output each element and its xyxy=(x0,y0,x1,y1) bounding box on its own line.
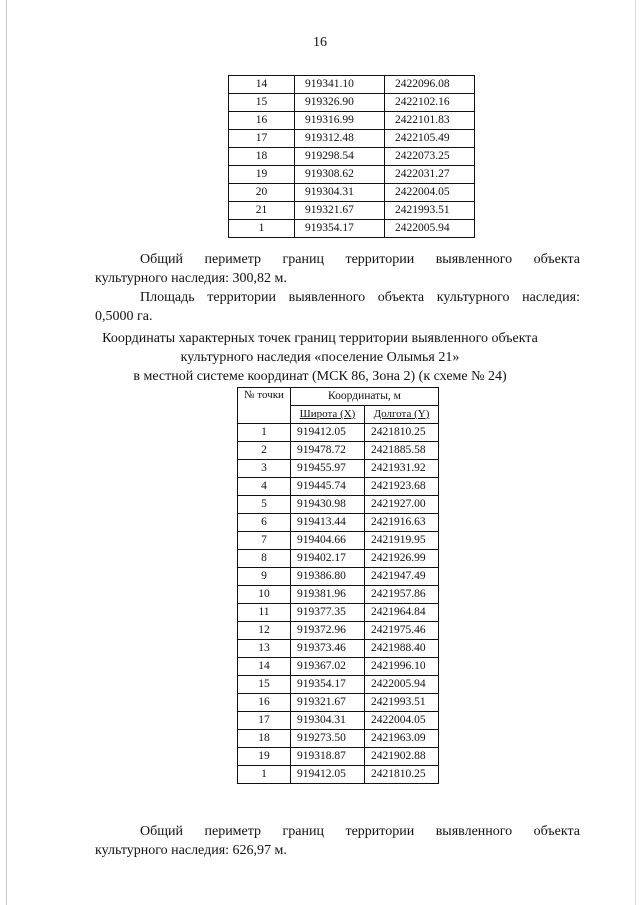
table-row xyxy=(229,184,475,202)
perimeter-1-line2: культурного наследия: 300,82 м. xyxy=(95,271,287,286)
point-number-cell: 3 xyxy=(238,460,291,478)
point-number-cell: 1 xyxy=(238,766,291,784)
longitude-cell: 2421993.51 xyxy=(385,202,475,220)
table-row xyxy=(238,496,439,514)
table-row xyxy=(238,622,439,640)
table-row xyxy=(238,712,439,730)
latitude-cell: 919373.46 xyxy=(291,640,365,658)
table-row xyxy=(238,694,439,712)
latitude-cell: 919372.96 xyxy=(291,622,365,640)
longitude-cell: 2421810.25 xyxy=(365,424,439,442)
page-number: 16 xyxy=(313,35,327,50)
table-row xyxy=(229,94,475,112)
latitude-cell: 919341.10 xyxy=(295,76,385,94)
table-row xyxy=(238,658,439,676)
area-1-line2: 0,5000 га. xyxy=(95,309,153,324)
latitude-cell: 919402.17 xyxy=(291,550,365,568)
header-coordinates: Координаты, м xyxy=(291,388,439,406)
point-number-cell: 17 xyxy=(229,130,295,148)
point-number-cell: 15 xyxy=(229,94,295,112)
table-row xyxy=(238,550,439,568)
point-number-cell: 6 xyxy=(238,514,291,532)
point-number-cell: 11 xyxy=(238,604,291,622)
table-row xyxy=(229,220,475,238)
point-number-cell: 8 xyxy=(238,550,291,568)
table-row xyxy=(238,730,439,748)
point-number-cell: 1 xyxy=(229,220,295,238)
point-number-cell: 4 xyxy=(238,478,291,496)
latitude-cell: 919413.44 xyxy=(291,514,365,532)
table-row xyxy=(238,766,439,784)
page-edge-left xyxy=(6,0,7,905)
latitude-cell: 919273.50 xyxy=(291,730,365,748)
latitude-cell: 919354.17 xyxy=(295,220,385,238)
latitude-cell: 919312.48 xyxy=(295,130,385,148)
point-number-cell: 17 xyxy=(238,712,291,730)
table-row xyxy=(238,676,439,694)
heading-2-line2: культурного наследия «поселение Олымья 21» xyxy=(180,350,460,365)
longitude-cell: 2422005.94 xyxy=(365,676,439,694)
longitude-cell: 2421927.00 xyxy=(365,496,439,514)
point-number-cell: 19 xyxy=(238,748,291,766)
table-row xyxy=(238,442,439,460)
coordinates-table-continued xyxy=(228,75,475,238)
longitude-cell: 2421988.40 xyxy=(365,640,439,658)
latitude-cell: 919377.35 xyxy=(291,604,365,622)
longitude-cell: 2421926.99 xyxy=(365,550,439,568)
longitude-cell: 2421993.51 xyxy=(365,694,439,712)
latitude-cell: 919367.02 xyxy=(291,658,365,676)
latitude-cell: 919304.31 xyxy=(295,184,385,202)
point-number-cell: 18 xyxy=(229,148,295,166)
latitude-cell: 919316.99 xyxy=(295,112,385,130)
latitude-cell: 919354.17 xyxy=(291,676,365,694)
perimeter-1-line1: Общий периметр границ территории выявленного объекта xyxy=(140,252,580,267)
point-number-cell: 18 xyxy=(238,730,291,748)
heading-2-line3: в местной системе координат (МСК 86, Зона 2) (к схеме № 24) xyxy=(133,369,507,384)
table-row xyxy=(238,640,439,658)
latitude-cell: 919404.66 xyxy=(291,532,365,550)
latitude-cell: 919412.05 xyxy=(291,766,365,784)
point-number-cell: 15 xyxy=(238,676,291,694)
table2-body xyxy=(238,424,439,784)
table-row xyxy=(238,604,439,622)
point-number-cell: 16 xyxy=(229,112,295,130)
latitude-cell: 919321.67 xyxy=(295,202,385,220)
table-row xyxy=(238,568,439,586)
point-number-cell: 9 xyxy=(238,568,291,586)
longitude-cell: 2421947.49 xyxy=(365,568,439,586)
longitude-cell: 2422005.94 xyxy=(385,220,475,238)
header-latitude: Широта (X) xyxy=(291,406,365,424)
point-number-cell: 2 xyxy=(238,442,291,460)
header-longitude: Долгота (Y) xyxy=(365,406,439,424)
point-number-cell: 7 xyxy=(238,532,291,550)
table-row xyxy=(238,424,439,442)
latitude-cell: 919386.80 xyxy=(291,568,365,586)
latitude-cell: 919298.54 xyxy=(295,148,385,166)
table-row xyxy=(238,748,439,766)
point-number-cell: 20 xyxy=(229,184,295,202)
point-number-cell: 12 xyxy=(238,622,291,640)
point-number-cell: 1 xyxy=(238,424,291,442)
longitude-cell: 2422096.08 xyxy=(385,76,475,94)
area-1-line1: Площадь территории выявленного объекта культурного наследия: xyxy=(140,290,580,305)
longitude-cell: 2422004.05 xyxy=(365,712,439,730)
table-row xyxy=(229,76,475,94)
latitude-cell: 919326.90 xyxy=(295,94,385,112)
table-row xyxy=(238,586,439,604)
longitude-cell: 2422102.16 xyxy=(385,94,475,112)
point-number-cell: 13 xyxy=(238,640,291,658)
latitude-cell: 919321.67 xyxy=(291,694,365,712)
longitude-cell: 2421964.84 xyxy=(365,604,439,622)
latitude-cell: 919308.62 xyxy=(295,166,385,184)
table-row xyxy=(238,460,439,478)
longitude-cell: 2421957.86 xyxy=(365,586,439,604)
longitude-cell: 2422031.27 xyxy=(385,166,475,184)
point-number-cell: 16 xyxy=(238,694,291,712)
point-number-cell: 14 xyxy=(238,658,291,676)
longitude-cell: 2421902.88 xyxy=(365,748,439,766)
table-row xyxy=(229,202,475,220)
table2-header xyxy=(238,388,439,424)
point-number-cell: 19 xyxy=(229,166,295,184)
table-row xyxy=(229,166,475,184)
table1-body xyxy=(229,76,475,238)
latitude-cell: 919381.96 xyxy=(291,586,365,604)
point-number-cell: 21 xyxy=(229,202,295,220)
latitude-cell: 919318.87 xyxy=(291,748,365,766)
latitude-cell: 919412.05 xyxy=(291,424,365,442)
longitude-cell: 2421810.25 xyxy=(365,766,439,784)
table-row xyxy=(229,148,475,166)
latitude-cell: 919478.72 xyxy=(291,442,365,460)
latitude-cell: 919445.74 xyxy=(291,478,365,496)
table-row xyxy=(238,532,439,550)
header-point-number: № точки xyxy=(238,388,291,424)
longitude-cell: 2422105.49 xyxy=(385,130,475,148)
table-row xyxy=(229,112,475,130)
longitude-cell: 2421923.68 xyxy=(365,478,439,496)
perimeter-2-line1: Общий периметр границ территории выявленного объекта xyxy=(140,824,580,839)
longitude-cell: 2421931.92 xyxy=(365,460,439,478)
coordinates-table-olymya-21 xyxy=(237,387,439,784)
longitude-cell: 2421975.46 xyxy=(365,622,439,640)
longitude-cell: 2421996.10 xyxy=(365,658,439,676)
page-edge-right xyxy=(635,0,636,905)
longitude-cell: 2421885.58 xyxy=(365,442,439,460)
longitude-cell: 2422101.83 xyxy=(385,112,475,130)
table-row xyxy=(238,478,439,496)
point-number-cell: 14 xyxy=(229,76,295,94)
point-number-cell: 10 xyxy=(238,586,291,604)
latitude-cell: 919455.97 xyxy=(291,460,365,478)
latitude-cell: 919430.98 xyxy=(291,496,365,514)
heading-2-line1: Координаты характерных точек границ территории выявленного объекта xyxy=(102,331,538,346)
longitude-cell: 2421963.09 xyxy=(365,730,439,748)
longitude-cell: 2422004.05 xyxy=(385,184,475,202)
point-number-cell: 5 xyxy=(238,496,291,514)
latitude-cell: 919304.31 xyxy=(291,712,365,730)
longitude-cell: 2422073.25 xyxy=(385,148,475,166)
table-row xyxy=(229,130,475,148)
table-row xyxy=(238,514,439,532)
longitude-cell: 2421916.63 xyxy=(365,514,439,532)
longitude-cell: 2421919.95 xyxy=(365,532,439,550)
perimeter-2-line2: культурного наследия: 626,97 м. xyxy=(95,843,287,858)
